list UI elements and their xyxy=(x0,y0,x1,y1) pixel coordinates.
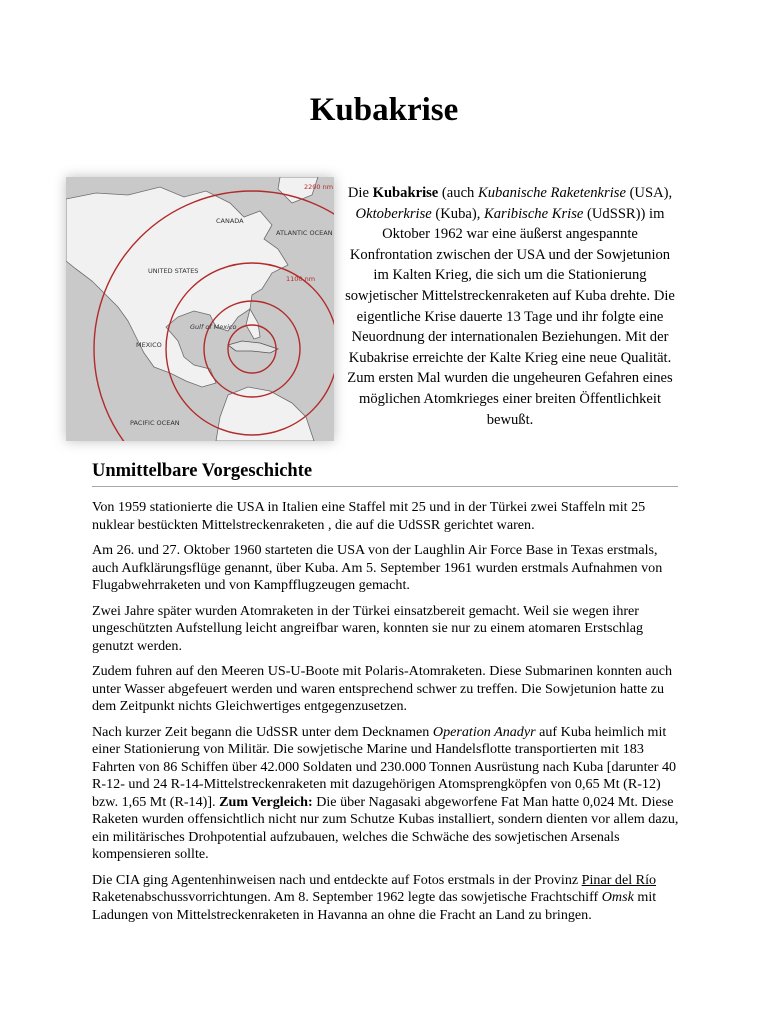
paragraph-5-text-2: auf Kuba heimlich mit einer Stationierung von Militär. Die sowjetische Marine und Handelsflotte transportierten mit 183 Fahrten von 86 Schiffen über 42.000 Soldaten und 230.000 Tonnen Ausrüstung nach Kuba [darunter 40 R-12- und 24 R-14-Mittelstreckenraketen mit dazugehörigen Atomsprengköpfen von 0,65 Mt (R-12) bzw. 1,65 Mt (R-14)]. xyxy=(92,723,677,810)
paragraph-6-text-1: Die CIA ging Agentenhinweisen nach und entdeckte auf Fotos erstmals in der Provinz xyxy=(92,871,582,888)
intro-italic-cuba-term: Oktoberkrise xyxy=(355,205,432,222)
paragraph-6-text-2: Raketenabschussvorrichtungen. Am 8. September 1962 legte das sowjetische Frachtschiff xyxy=(92,889,602,905)
intro-paragraph xyxy=(344,183,676,430)
intro-text-3: (USA), xyxy=(625,185,673,201)
paragraph-5 xyxy=(92,724,682,864)
intro-bold-term: Kubakrise xyxy=(372,185,439,201)
page-title: Kubakrise xyxy=(309,92,459,128)
intro-italic-ussr-term: Karibische Krise xyxy=(484,205,584,222)
section-body xyxy=(92,499,682,932)
map-label-mexico: MEXICO xyxy=(136,341,162,349)
paragraph-3: Zwei Jahre später wurden Atomraketen in der Türkei einsatzbereit gemacht. Weil sie wegen ihrer ungeschützten Aufstellung leicht angreifbar waren, konnten sie nur zu einem atomaren Erstschlag genutzt werden. xyxy=(92,602,644,654)
map-label-pacific: PACIFIC OCEAN xyxy=(130,419,180,427)
paragraph-5-text-3: Die über Nagasaki abgeworfene Fat Man hatte 0,024 Mt. Diese Raketen wurden offensichtlich nicht nur zum Schutze Kubas installiert, sondern dienten vor allem dazu, ein militärisches Drohpotential aufzubauen, welches die Schwäche des sowjetischen Arsenals kompensieren sollte. xyxy=(92,793,679,862)
paragraph-2: Am 26. und 27. Oktober 1960 starteten die USA von der Laughlin Air Force Base in Texas erstmals, auch Aufklärungsflüge genannt, über Kuba. Am 5. September 1961 wurden erstmals Aufnahmen von Flugabwehrraketen und von Kampfflugzeugen gemacht. xyxy=(92,542,663,593)
ship-name: Omsk xyxy=(601,889,634,905)
map-label-range-inner: 1100 nm xyxy=(286,275,316,283)
paragraph-4: Zudem fuhren auf den Meeren US-U-Boote mit Polaris-Atomraketen. Diese Submarinen konnten auch unter Wasser abgefeuert werden und waren entsprechend schwer zu treffen. Die Sowjetunion hatte zu dem Zeitpunkt nichts Gleichwertiges entgegenzusetzen. xyxy=(92,663,673,714)
map-label-united-states: UNITED STATES xyxy=(148,267,199,275)
map-label-range-outer: 2200 nm xyxy=(304,183,334,191)
comparison-label: Zum Vergleich: xyxy=(219,793,313,810)
map-graphic xyxy=(66,177,334,441)
pinar-del-rio-link[interactable]: Pinar del Río xyxy=(581,871,657,888)
map-label-atlantic: ATLANTIC OCEAN xyxy=(276,229,333,237)
intro-text-2: (auch xyxy=(438,185,478,201)
intro-italic-usa-term: Kubanische Raketenkrise xyxy=(478,185,626,201)
intro-text-4: (Kuba), xyxy=(431,205,485,222)
map-label-gulf: Gulf of Mexico xyxy=(190,323,237,331)
intro-text-5: (UdSSR)) im Oktober 1962 war eine äußerst angespannte Konfrontation zwischen der USA und der Sowjetunion im Kalten Krieg, die sich um die Stationierung sowjetischer Mittelstreckenraketen auf Kuba drehte. Die eigentliche Krise dauerte 13 Tage und ihr folgte eine Neuordnung der internationalen Beziehungen. Mit der Kubakrise erreichte der Kalte Krieg eine neue Qualität. Zum ersten Mal wurden die ungeheuren Gefahren eines möglichen Atomkrieges einer breiten Öffentlichkeit bewußt. xyxy=(345,205,675,428)
missile-range-map xyxy=(66,177,334,441)
intro-text-1: Die xyxy=(347,185,373,201)
paragraph-5-text-1: Nach kurzer Zeit begann die UdSSR unter dem Decknamen xyxy=(92,723,433,740)
section-heading: Unmittelbare Vorgeschichte xyxy=(92,461,678,487)
paragraph-6 xyxy=(92,872,682,925)
paragraph-1: Von 1959 stationierte die USA in Italien eine Staffel mit 25 und in der Türkei zwei Staffeln mit 25 nuklear bestückten Mittelstreckenraketen , die auf die UdSSR gerichtet waren. xyxy=(92,499,646,533)
map-label-canada: CANADA xyxy=(216,217,244,225)
operation-name: Operation Anadyr xyxy=(432,723,536,740)
paragraph-6-text-3: mit Ladungen von Mittelstreckenraketen in Havanna an ohne die Fracht an Land zu bringen. xyxy=(92,889,657,923)
